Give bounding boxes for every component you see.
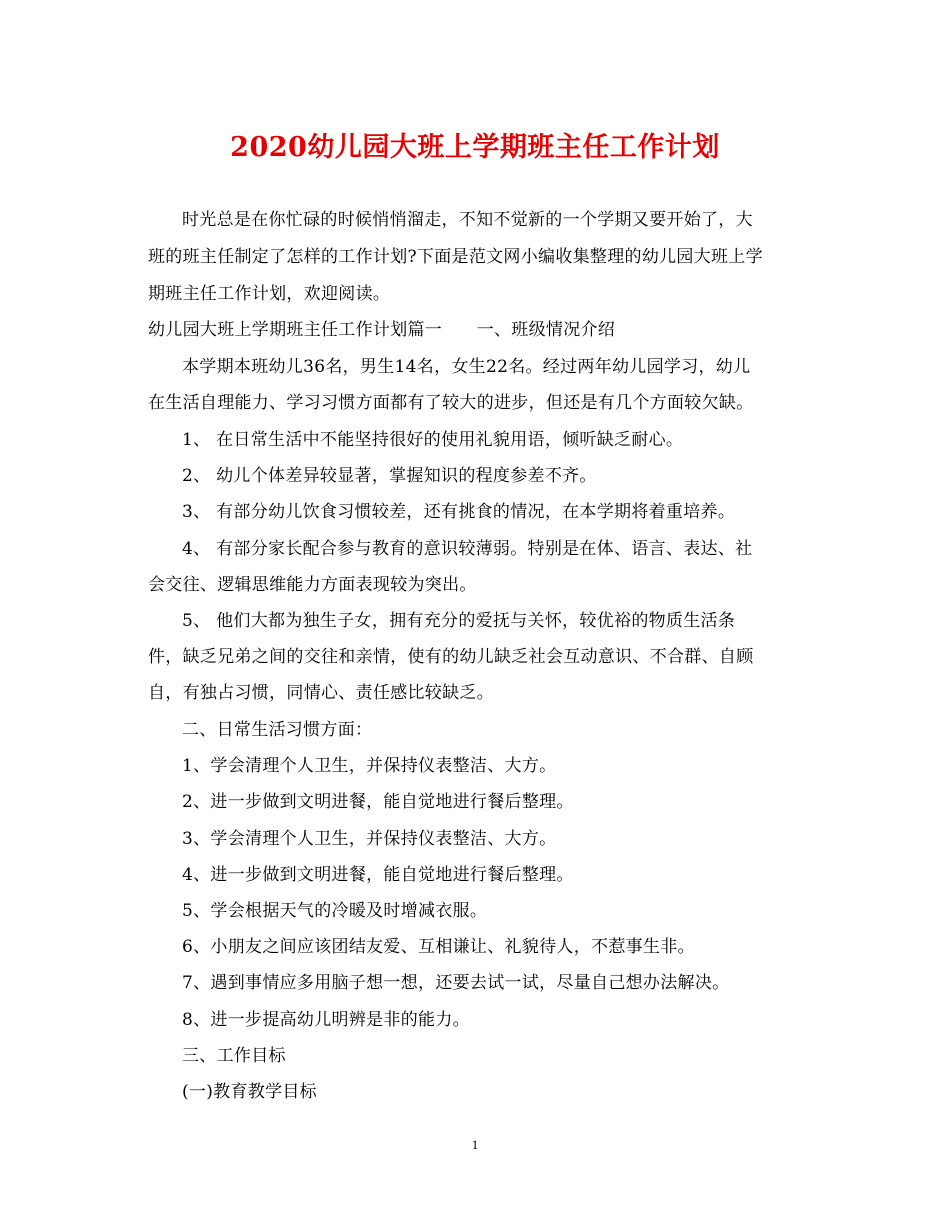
paragraph-line: 会交往、逻辑思维能力方面表现较为突出。 (148, 575, 477, 595)
section-heading: 二、日常生活习惯方面： (182, 720, 373, 740)
paragraph-line: 在生活自理能力、学习习惯方面都有了较大的进步，但还是有几个方面较欠缺。 (148, 393, 754, 413)
list-item: 3、学会清理个人卫生，并保持仪表整洁、大方。 (182, 829, 557, 849)
section-heading-line: 幼儿园大班上学期班主任工作计划篇一 一、班级情况介绍 (148, 320, 616, 340)
list-item: 1、 在日常生活中不能坚持很好的使用礼貌用语，倾听缺乏耐心。 (182, 430, 684, 450)
paragraph-line: 自，有独占习惯，同情心、责任感比较缺乏。 (148, 683, 494, 703)
list-item: 6、小朋友之间应该团结友爱、互相谦让、礼貌待人，不惹事生非。 (182, 937, 695, 957)
document-title: 2020幼儿园大班上学期班主任工作计划 (230, 132, 720, 163)
list-item: 2、进一步做到文明进餐，能自觉地进行餐后整理。 (182, 792, 574, 812)
section-heading: 三、工作目标 (182, 1046, 286, 1066)
paragraph-line: 本学期本班幼儿36名，男生14名，女生22名。经过两年幼儿园学习，幼儿 (182, 357, 751, 377)
page-number: 1 (471, 1137, 479, 1152)
paragraph-line: 件，缺乏兄弟之间的交往和亲情，使有的幼儿缺乏社会互动意识、不合群、自顾 (148, 647, 754, 667)
list-item: 4、 有部分家长配合参与教育的意识较薄弱。特别是在体、语言、表达、社 (182, 539, 753, 559)
paragraph-line: 时光总是在你忙碌的时候悄悄溜走，不知不觉新的一个学期又要开始了，大 (182, 210, 753, 230)
paragraph-line: 班的班主任制定了怎样的工作计划?下面是范文网小编收集整理的幼儿园大班上学 (148, 247, 763, 267)
list-item: 2、 幼儿个体差异较显著，掌握知识的程度参差不齐。 (182, 466, 597, 486)
subsection-heading: (一)教育教学目标 (182, 1082, 317, 1102)
list-item: 5、 他们大都为独生子女，拥有充分的爱抚与关怀，较优裕的物质生活条 (182, 611, 736, 631)
paragraph-line: 期班主任工作计划，欢迎阅读。 (148, 284, 391, 304)
list-item: 4、进一步做到文明进餐，能自觉地进行餐后整理。 (182, 865, 574, 885)
list-item: 7、遇到事情应多用脑子想一想，还要去试一试，尽量自己想办法解决。 (182, 973, 730, 993)
list-item: 8、进一步提高幼儿明辨是非的能力。 (182, 1010, 470, 1030)
list-item: 1、学会清理个人卫生，并保持仪表整洁、大方。 (182, 756, 557, 776)
list-item: 5、学会根据天气的冷暖及时增减衣服。 (182, 901, 488, 921)
list-item: 3、 有部分幼儿饮食习惯较差，还有挑食的情况，在本学期将着重培养。 (182, 502, 736, 522)
